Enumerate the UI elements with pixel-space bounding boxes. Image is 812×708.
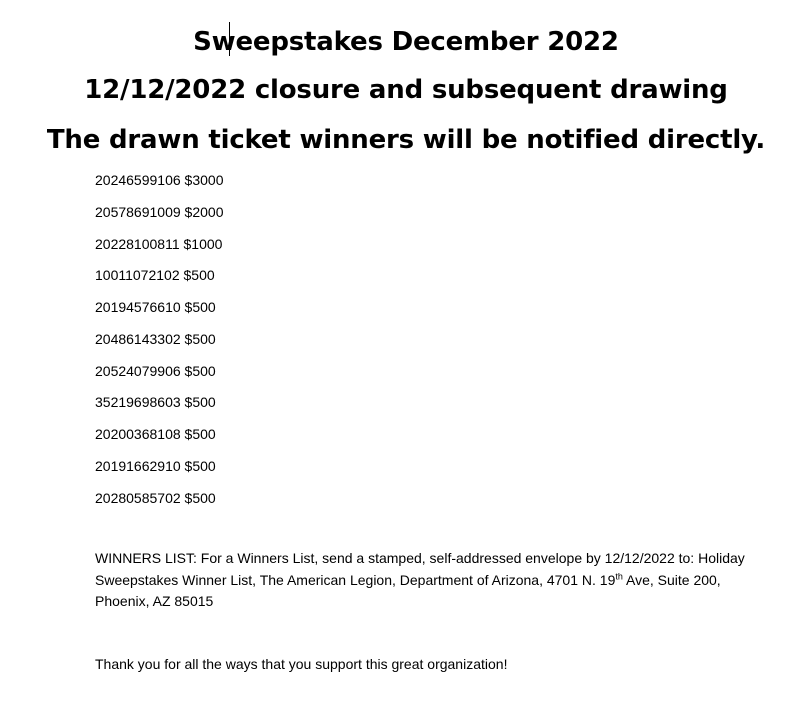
- ticket-number: 20280585702: [95, 489, 181, 506]
- instructions-text-before: WINNERS LIST: For a Winners List, send a stamped, self-addressed envelope by 12/12/2022 to: Holiday Sweepstakes Winner List, The American Legion, Department of Arizona, 4701 N. 19: [95, 550, 745, 588]
- winner-row: [95, 330, 223, 348]
- prize-amount: $1000: [183, 235, 223, 252]
- ticket-number: 20486143302: [95, 330, 181, 347]
- winner-row: [95, 425, 223, 443]
- prize-amount: $500: [184, 426, 216, 442]
- ticket-number: 20200368108: [95, 426, 181, 442]
- prize-amount: $500: [184, 394, 216, 411]
- ticket-number: 35219698603: [95, 394, 181, 411]
- prize-amount: $500: [184, 299, 216, 315]
- prize-amount: $500: [184, 457, 216, 474]
- ticket-number: 20228100811: [95, 235, 180, 252]
- ticket-number: 20524079906: [95, 362, 181, 379]
- thank-you-message: Thank you for all the ways that you support this great organization!: [95, 656, 508, 672]
- document-title: Sweepstakes December 2022: [193, 27, 619, 57]
- winners-list: [95, 171, 223, 520]
- prize-amount: $2000: [184, 203, 224, 220]
- winner-row: [95, 457, 223, 475]
- winner-row: [95, 235, 223, 253]
- prize-amount: $500: [184, 330, 216, 347]
- prize-amount: $3000: [184, 172, 224, 188]
- prize-amount: $500: [184, 362, 216, 379]
- ticket-number: 20194576610: [95, 299, 181, 315]
- ticket-number: 10011072102: [95, 267, 180, 284]
- winner-row: [95, 362, 223, 380]
- notification-notice: The drawn ticket winners will be notified directly.: [46, 125, 766, 155]
- winner-row: [95, 489, 223, 507]
- ticket-number: 20578691009: [95, 203, 181, 220]
- winner-row: [95, 393, 223, 411]
- prize-amount: $500: [183, 267, 215, 284]
- document-subtitle: 12/12/2022 closure and subsequent drawing: [84, 75, 728, 105]
- ticket-number: 20246599106: [95, 172, 181, 188]
- winner-row: [95, 298, 223, 316]
- winner-row: [95, 171, 223, 189]
- instructions-superscript: th: [615, 570, 623, 581]
- winner-row: [95, 203, 223, 221]
- prize-amount: $500: [184, 489, 216, 506]
- winner-row: [95, 266, 223, 284]
- ticket-number: 20191662910: [95, 457, 181, 474]
- winners-list-instructions: [95, 548, 755, 613]
- instructions-text-after: Ave, Suite 200, Phoenix, AZ 85015: [95, 571, 721, 609]
